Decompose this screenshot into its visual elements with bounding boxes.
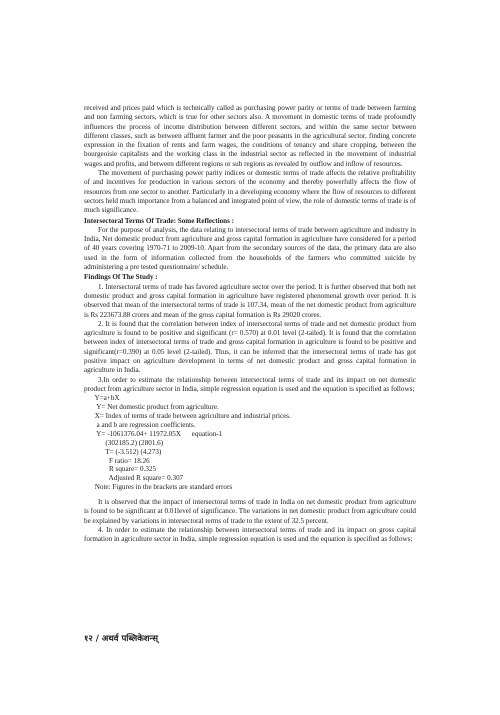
equation-line: Y= Net domestic product from agriculture.	[84, 403, 219, 412]
equation-line: R square= 0.325	[84, 465, 157, 474]
paragraph: 1. Intersectoral terms of trade has favored agriculture sector over the period. It is further observed that both net domestic product and gross capital formation in agriculture have registered phenomenal growth over period. It is observed that mean of the intersectoral terms of trade is 107.34, mean of the net domestic product from agriculture is Rs 223673.88 crores and mean of the gross capital formation is Rs 29020 crores.	[84, 282, 416, 319]
equation-note: Note: Figures in the brackets are standard errors	[84, 483, 233, 492]
equation-line: T= (-3.512) (4.273)	[84, 447, 162, 456]
equation-line: a and b are regression coefficients.	[84, 420, 196, 429]
equation-line: F ratio= 18.26	[84, 456, 150, 465]
equation-line: Adjusted R square= 0.307	[84, 474, 184, 483]
paragraph: 4. In order to estimate the relationship between intersectoral terms of trade and its impact on gross capital formation in agriculture sector in India, simple regression equation is used and the equation is specified as follows;	[84, 526, 416, 544]
equation-line: X= Index of terms of trade between agriculture and industrial prices.	[84, 412, 291, 421]
paragraph: It is observed that the impact of intersectoral terms of trade in India on net domestic product from agriculture is found to be significant at 0.01level of significance. The variations in net domestic product from agriculture could be explained by variations in intersectoral terms of trade to the extent of 32.5 percent.	[84, 498, 416, 525]
section-heading: Intersectoral Terms Of Trade: Some Reflections :	[84, 216, 235, 225]
equation-line: (302185.2) (2801.6)	[84, 438, 164, 447]
article-body	[84, 104, 416, 545]
section-heading: Findings Of The Study :	[84, 273, 158, 282]
paragraph: For the purpose of analysis, the data relating to intersectoral terms of trade between agriculture and industry in India, Net domestic product from agriculture and gross capital formation in agriculture have considered for a period of 40 years covering 1970-71 to 2009-10. Apart from the secondary sources of the data, the primary data are also used in the form of information collected from the households of the farmers who committed suicide by administering a pre tested questionnaire/ schedule.	[84, 225, 416, 272]
page-footer: १२ / अथर्व पब्लिकेशन्स्	[84, 634, 159, 644]
paragraph: 2. It is found that the correlation between index of intersectoral terms of trade and net domestic product from agriculture is found to be positive and significant (r= 0.570) at 0.01 level (2-tailed). It is found that the correlation between index of intersectoral terms of trade and gross capital formation in agriculture is found to be positive and significant(r=0.390) at 0.05 level (2-tailed). Thus, it can be inferred that the intersectoral terms of trade has got positive impact on agriculture development in terms of net domestic product and gross capital formation in agriculture in India.	[84, 319, 416, 375]
regression-equation-block	[84, 394, 416, 492]
paragraph: The movement of purchasing power parity indices or domestic terms of trade affects the relative profitability of and incentives for production in various sectors of the economy and thereby powerfully affects the flow of resources from one sector to another. Particularly in a developing economy where the flow of resources to different sectors held much importance from a balanced and integrated point of view, the role of domestic terms of trade is of much significance.	[84, 169, 416, 215]
equation-line: Y=a+bX	[84, 394, 120, 403]
paragraph: received and prices paid which is technically called as purchasing power parity or terms of trade between farming and non farming sectors, which is true for other sectors also. A movement in domestic terms of trade profoundly influences the process of income distribution between different sectors, and within the same sector between different classes, such as between affluent farmer and the poor peasants in the agricultural sector, finding concrete expression in the fixation of rents and farm wages, the conditions of tenancy and share cropping, between the bourgeoisie capitalists and the working class in the industrial sector as reflected in the movement of industrial wages and profits, and between different regions or sub regions as revealed by outflow and inflow of resources.	[84, 104, 416, 168]
equation-line: Y= -1061376.04+ 11972.05X equation-1	[84, 429, 223, 438]
paragraph: 3.In order to estimate the relationship between intersectoral terms of trade and its impact on net domestic product from agriculture sector in India, simple regression equation is used and the equation is specified as follows;	[84, 375, 416, 393]
